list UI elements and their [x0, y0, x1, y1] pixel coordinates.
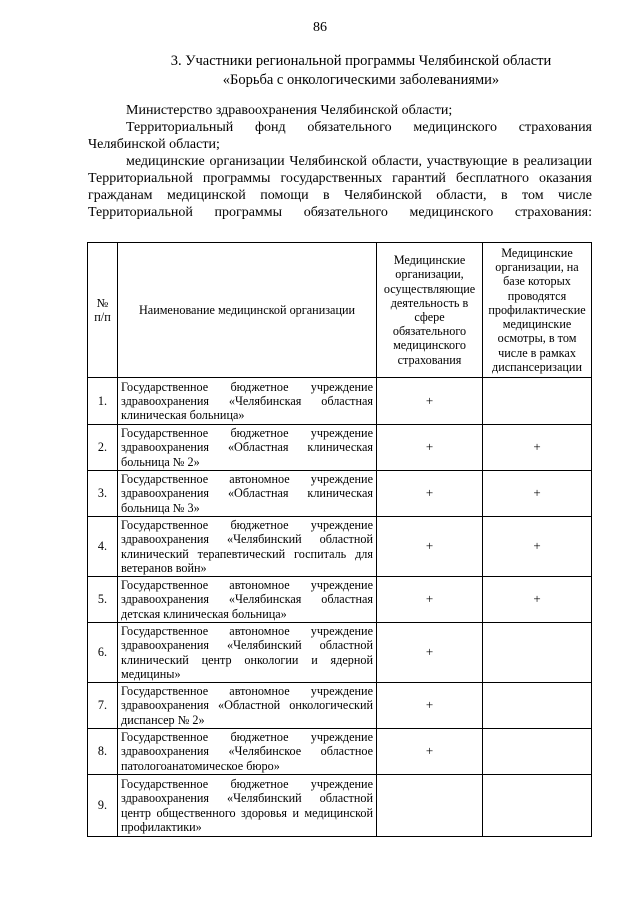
oms-participation-mark: + — [377, 425, 483, 471]
intro-paragraph: Территориальный фонд обязательного медицинского страхования Челябинской области; — [88, 120, 592, 152]
preventive-exam-mark — [483, 729, 592, 775]
row-number: 4. — [88, 517, 118, 577]
section-title — [96, 52, 626, 90]
row-number: 7. — [88, 683, 118, 729]
section-title-line-1: 3. Участники региональной программы Челябинской области — [170, 53, 552, 69]
row-number: 5. — [88, 577, 118, 623]
row-number: 1. — [88, 378, 118, 425]
preventive-exam-mark — [483, 683, 592, 729]
organization-name: Государственное бюджетное учреждение здравоохранения «Челябинская областная клиническая больница» — [118, 378, 377, 425]
row-number: 6. — [88, 623, 118, 683]
header-oms: Медицинские организации, осуществляющие деятельность в сфере обязательного медицинского страхования — [377, 243, 483, 378]
organization-name: Государственное бюджетное учреждение здравоохранения «Областная клиническая больница № 2» — [118, 425, 377, 471]
table-row — [88, 683, 592, 729]
table-row — [88, 517, 592, 577]
organization-name: Государственное автономное учреждение здравоохранения «Челябинский областной клинический центр онкологии и ядерной медицины» — [118, 623, 377, 683]
row-number: 8. — [88, 729, 118, 775]
preventive-exam-mark: + — [483, 471, 592, 517]
table-row — [88, 425, 592, 471]
intro-text — [88, 102, 592, 221]
preventive-exam-mark — [483, 623, 592, 683]
header-name: Наименование медицинской организации — [118, 243, 377, 378]
table-row — [88, 577, 592, 623]
organization-name: Государственное автономное учреждение здравоохранения «Областная клиническая больница № 3» — [118, 471, 377, 517]
organization-name: Государственное бюджетное учреждение здравоохранения «Челябинский областной клинический терапевтический госпиталь для ветеранов войн» — [118, 517, 377, 577]
page-number: 86 — [313, 20, 327, 35]
table-row — [88, 775, 592, 837]
preventive-exam-mark — [483, 775, 592, 837]
oms-participation-mark — [377, 775, 483, 837]
oms-participation-mark: + — [377, 729, 483, 775]
section-title-line-2: «Борьба с онкологическими заболеваниями» — [222, 72, 500, 88]
oms-participation-mark: + — [377, 577, 483, 623]
table-row — [88, 729, 592, 775]
table-header-row — [88, 243, 592, 378]
preventive-exam-mark: + — [483, 577, 592, 623]
header-prof: Медицинские организации, на базе которых проводятся профилактические медицинские осмотры, в том числе в рамках диспансеризации — [483, 243, 592, 378]
table-row — [88, 378, 592, 425]
preventive-exam-mark: + — [483, 517, 592, 577]
oms-participation-mark: + — [377, 623, 483, 683]
table-row — [88, 623, 592, 683]
intro-paragraph: Министерство здравоохранения Челябинской области; — [126, 103, 453, 118]
oms-participation-mark: + — [377, 471, 483, 517]
organization-name: Государственное бюджетное учреждение здравоохранения «Челябинский областной центр общественного здоровья и медицинской профилактики» — [118, 775, 377, 837]
table-row — [88, 471, 592, 517]
preventive-exam-mark — [483, 378, 592, 425]
row-number: 2. — [88, 425, 118, 471]
organizations-table — [87, 242, 592, 837]
oms-participation-mark: + — [377, 378, 483, 425]
table-body — [88, 378, 592, 837]
organization-name: Государственное автономное учреждение здравоохранения «Областной онкологический диспансер № 2» — [118, 683, 377, 729]
header-num: № п/п — [88, 243, 118, 378]
organization-name: Государственное автономное учреждение здравоохранения «Челябинская областная детская клиническая больница» — [118, 577, 377, 623]
row-number: 3. — [88, 471, 118, 517]
preventive-exam-mark: + — [483, 425, 592, 471]
row-number: 9. — [88, 775, 118, 837]
intro-paragraph: медицинские организации Челябинской области, участвующие в реализации Территориальной программы государственных гарантий бесплатного оказания гражданам медицинской помощи в Челябинской области, в том числе Территориальной программы обязательного медицинского страхования: — [88, 154, 592, 220]
oms-participation-mark: + — [377, 517, 483, 577]
oms-participation-mark: + — [377, 683, 483, 729]
organization-name: Государственное бюджетное учреждение здравоохранения «Челябинское областное патологоанатомическое бюро» — [118, 729, 377, 775]
